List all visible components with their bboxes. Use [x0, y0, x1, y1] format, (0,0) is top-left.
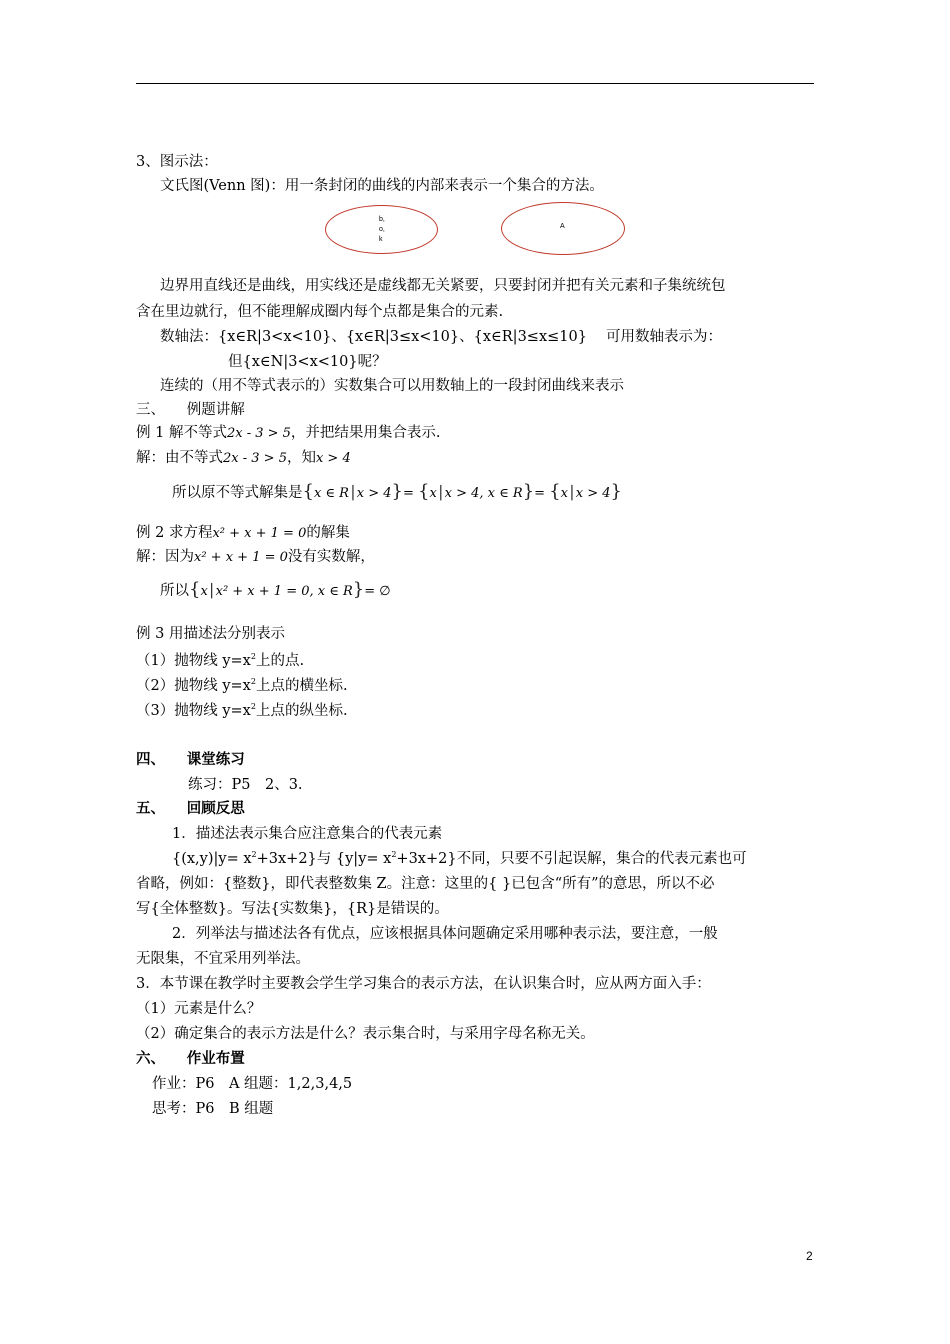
brace-open: { [418, 481, 430, 502]
section-homework-heading: 六、 作业布置 [136, 1050, 245, 1067]
example-2-lead: 例 2 求方程 [136, 525, 213, 541]
example-3-item-2 [136, 676, 348, 696]
example-1-solution [136, 448, 351, 469]
brace-open: { [189, 579, 201, 600]
solution-2-math: x² + x + 1 = 0 [194, 550, 288, 565]
venn-definition: 文氏图(Venn 图)：用一条封闭的曲线的内部来表示一个集合的方法。 [160, 178, 604, 194]
solution-1-lead: 解：由不等式 [136, 450, 223, 466]
example-2 [136, 523, 350, 544]
solution-1-mid: ，知 [286, 450, 316, 466]
equals-sign: = [534, 486, 550, 501]
section-review-heading: 五、 回顾反思 [136, 800, 245, 817]
superscript: 2 [250, 702, 256, 712]
superscript: 2 [391, 850, 397, 860]
brace-close: } [352, 579, 365, 600]
boundary-text-2: 含在里边就行，但不能理解成圈内每个点都是集合的元素. [136, 304, 504, 320]
equals-sign: = [403, 486, 419, 501]
example-1-lead: 例 1 解不等式 [136, 425, 227, 441]
venn-left-label-2: o, [379, 226, 385, 233]
answer-1-set-2: x│x > 4, x ∈ R [429, 486, 523, 501]
venn-right-label: A [560, 223, 565, 230]
answer-1-lead: 所以原不等式解集是 [172, 485, 303, 501]
section-venn-heading: 3、图示法： [136, 154, 218, 170]
example-3: 例 3 用描述法分别表示 [136, 626, 285, 642]
solution-2-tail: 没有实数解， [287, 549, 375, 565]
example-2-answer [160, 580, 391, 602]
example-3-item-1 [136, 651, 304, 671]
answer-1-set-3: x│x > 4 [560, 486, 611, 501]
empty-set: = ∅ [364, 584, 391, 599]
superscript: 2 [251, 850, 257, 860]
venn-left-label-3: k [379, 236, 383, 243]
solution-1-math: 2x - 3 > 5 [223, 451, 287, 466]
section-practice-heading: 四、 课堂练习 [136, 751, 245, 768]
answer-1-set-1: x ∈ R│x > 4 [313, 486, 392, 501]
example-1 [136, 423, 441, 444]
item-2-tail: 上点的横坐标. [255, 678, 348, 694]
continuous-set-text: 连续的（用不等式表示的）实数集合可以用数轴上的一段封闭曲线来表示 [160, 378, 624, 394]
example-1-math: 2x - 3 > 5 [226, 426, 291, 441]
number-line-method: 数轴法：{x∈R|3<x<10}、{x∈R|3≤x<10}、{x∈R|3≤x≤10} 可用数轴表示为： [160, 329, 723, 345]
brace-close: } [391, 481, 403, 502]
review-point-3: 3．本节课在教学时主要教会学生学习集合的表示方法，在认识集合时，应从两方面入手： [136, 976, 711, 992]
review-point-2: 2．列举法与描述法各有优点，应该根据具体问题确定采用哪种表示法，要注意，一般 [172, 926, 718, 942]
item-3-tail: 上点的纵坐标. [255, 703, 348, 719]
example-2-solution [136, 547, 375, 568]
example-1-answer [172, 482, 622, 504]
venn-ellipse-left [325, 205, 438, 254]
item-1-lead: （1）抛物线 y=x [136, 653, 251, 669]
review-text-3: 写{全体整数}。写法{实数集}，{R}是错误的。 [136, 901, 449, 917]
review-text-1c: +3x+2}不同，只要不引起误解，集合的代表元素也可 [396, 851, 747, 867]
example-2-math: x² + x + 1 = 0 [212, 526, 307, 541]
review-point-1: 1．描述法表示集合应注意集合的代表元素 [172, 826, 443, 842]
review-text-1a: {(x,y)|y= x [172, 851, 252, 867]
venn-left-label-1: b, [379, 216, 385, 223]
superscript: 2 [250, 677, 256, 687]
item-3-lead: （3）抛物线 y=x [136, 703, 251, 719]
item-2-lead: （2）抛物线 y=x [136, 678, 251, 694]
example-1-tail: ，并把结果用集合表示. [290, 425, 441, 441]
section-examples-heading: 三、 例题讲解 [136, 402, 245, 418]
homework-text: 作业：P6 A 组题：1,2,3,4,5 [152, 1076, 353, 1092]
review-point-2-cont: 无限集，不宜采用列举法。 [136, 951, 310, 967]
venn-ellipse-right [501, 202, 625, 255]
example-3-item-3 [136, 701, 348, 721]
solution-2-lead: 解：因为 [136, 549, 194, 565]
example-2-tail: 的解集 [306, 525, 350, 541]
review-point-3-item-2: （2）确定集合的表示方法是什么？表示集合时，与采用字母名称无关。 [136, 1026, 595, 1042]
page-number: 2 [806, 1249, 813, 1263]
thinking-text: 思考：P6 B 组题 [152, 1101, 274, 1117]
review-text-1 [172, 849, 747, 869]
review-text-1b: +3x+2}与 {y|y= x [256, 851, 392, 867]
brace-open: { [549, 481, 561, 502]
solution-1-result: x > 4 [315, 451, 351, 466]
brace-open: { [302, 481, 314, 502]
natural-numbers-question: 但{x∈N|3<x<10}呢？ [228, 354, 387, 370]
review-point-3-item-1: （1）元素是什么？ [136, 1001, 262, 1017]
review-text-2: 省略，例如：{整数}，即代表整数集 Z。注意：这里的{ }已包含“所有”的意思，所以不必 [136, 876, 715, 892]
boundary-text-1: 边界用直线还是曲线，用实线还是虚线都无关紧要，只要封闭并把有关元素和子集统统包 [160, 278, 726, 294]
answer-2-lead: 所以 [160, 583, 189, 599]
practice-text: 练习：P5 2、3. [188, 777, 303, 793]
item-1-tail: 上的点. [255, 653, 305, 669]
superscript: 2 [250, 652, 256, 662]
brace-close: } [610, 481, 622, 502]
brace-close: } [522, 481, 535, 502]
header-rule [136, 83, 814, 84]
answer-2-set: x│x² + x + 1 = 0, x ∈ R [200, 584, 353, 599]
